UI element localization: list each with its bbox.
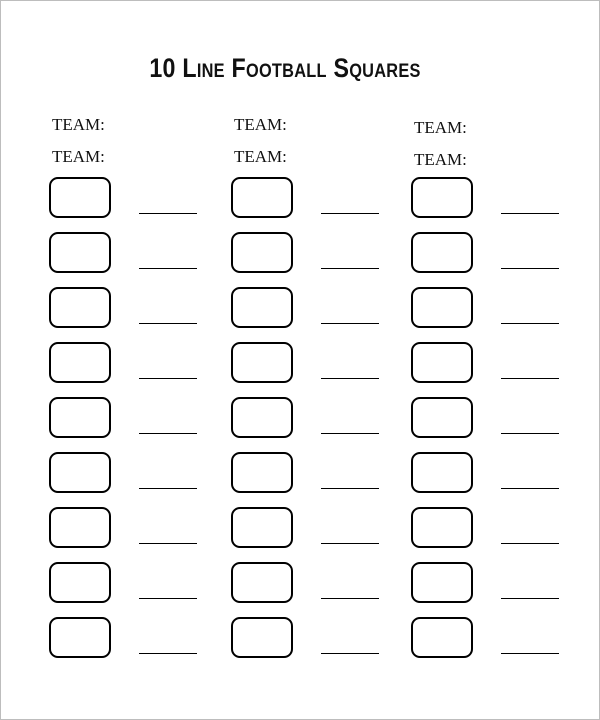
name-line (139, 598, 197, 599)
page-title: 10 Line Football Squares (149, 53, 421, 83)
name-line (321, 598, 379, 599)
name-line (139, 268, 197, 269)
name-line (501, 213, 559, 214)
score-box (49, 287, 111, 328)
score-box (231, 507, 293, 548)
name-line (139, 213, 197, 214)
score-box (411, 287, 473, 328)
score-box (411, 397, 473, 438)
score-box (231, 232, 293, 273)
score-box (49, 232, 111, 273)
name-line (139, 653, 197, 654)
name-line (139, 378, 197, 379)
name-line (321, 213, 379, 214)
team-label: TEAM: (234, 147, 287, 166)
score-box (411, 342, 473, 383)
score-box (411, 177, 473, 218)
team-label: TEAM: (414, 150, 467, 169)
score-box (49, 507, 111, 548)
team-label: TEAM: (414, 118, 467, 137)
score-box (231, 177, 293, 218)
score-box (411, 617, 473, 658)
name-line (321, 488, 379, 489)
score-box (231, 452, 293, 493)
score-box (231, 397, 293, 438)
name-line (501, 543, 559, 544)
name-line (501, 378, 559, 379)
score-box (49, 562, 111, 603)
score-column-3 (411, 118, 581, 182)
name-line (321, 433, 379, 434)
team-label: TEAM: (234, 115, 287, 134)
name-line (321, 323, 379, 324)
score-box (231, 287, 293, 328)
name-line (139, 543, 197, 544)
score-box (49, 342, 111, 383)
score-box (231, 617, 293, 658)
score-box (411, 232, 473, 273)
score-box (411, 507, 473, 548)
score-box (49, 177, 111, 218)
name-line (501, 433, 559, 434)
name-line (501, 598, 559, 599)
score-box (231, 342, 293, 383)
score-column-1 (49, 115, 219, 179)
name-line (501, 268, 559, 269)
name-line (501, 323, 559, 324)
name-line (139, 488, 197, 489)
team-label: TEAM: (52, 147, 105, 166)
name-line (501, 488, 559, 489)
name-line (139, 433, 197, 434)
name-line (321, 378, 379, 379)
score-box (49, 397, 111, 438)
score-box (49, 452, 111, 493)
name-line (321, 653, 379, 654)
score-column-2 (231, 115, 401, 179)
name-line (501, 653, 559, 654)
name-line (139, 323, 197, 324)
team-label: TEAM: (52, 115, 105, 134)
score-box (411, 562, 473, 603)
score-box (231, 562, 293, 603)
name-line (321, 268, 379, 269)
score-box (49, 617, 111, 658)
score-box (411, 452, 473, 493)
name-line (321, 543, 379, 544)
